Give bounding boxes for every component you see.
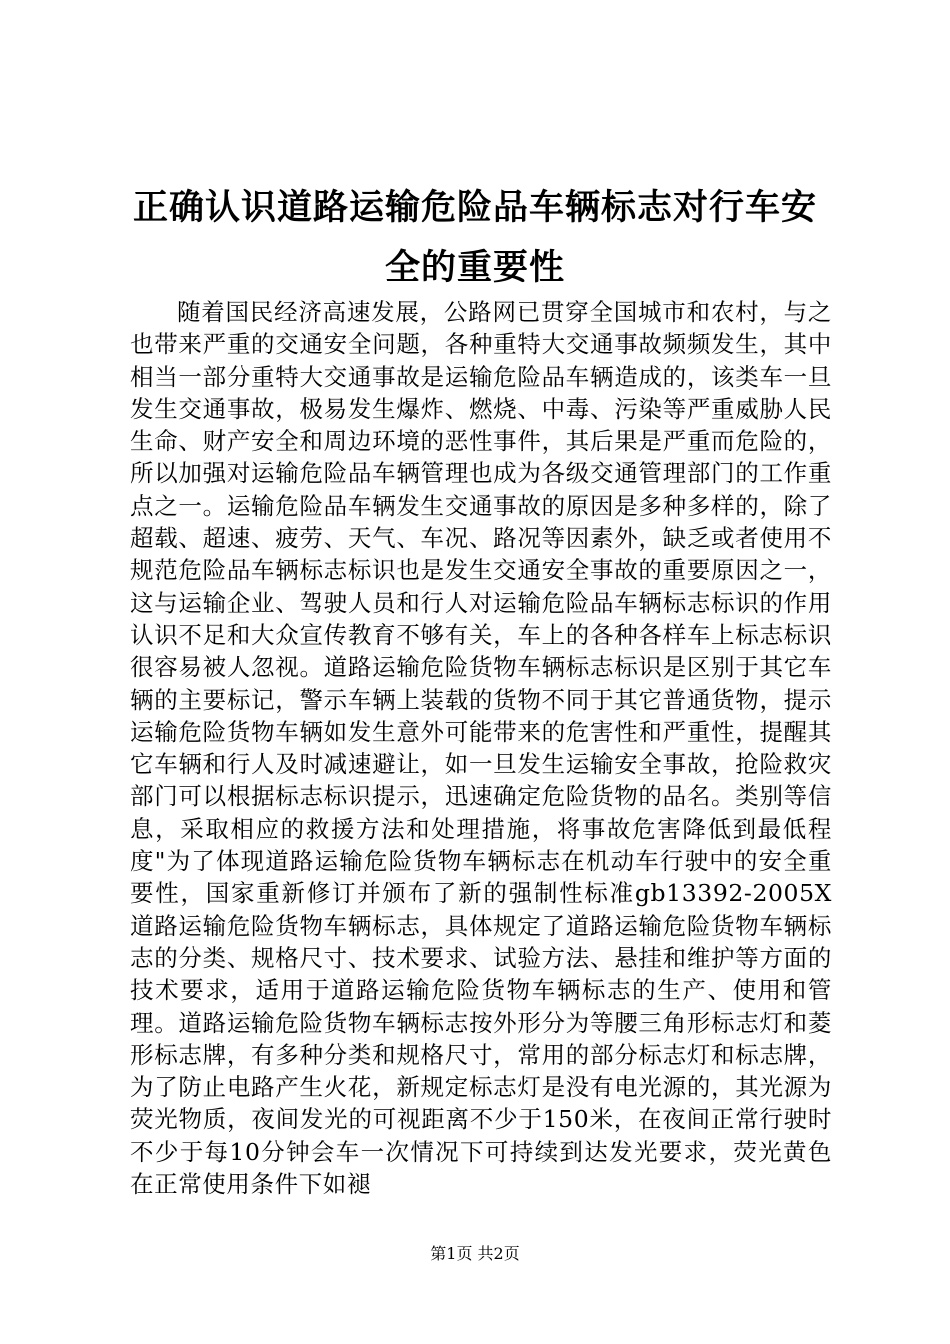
body-paragraph: 随着国民经济高速发展，公路网已贯穿全国城市和农村，与之也带来严重的交通安全问题，各种重特大交通事故频频发生，其中相当一部分重特大交通事故是运输危险品车辆造成的，该类车一旦发生交通事故，极易发生爆炸、燃烧、中毒、污染等严重威胁人民生命、财产安全和周边环境的恶性事件，其后果是严重而危险的，所以加强对运输危险品车辆管理也成为各级交通管理部门的工作重点之一。运输危险品车辆发生交通事故的原因是多种多样的，除了超载、超速、疲劳、天气、车况、路况等因素外，缺乏或者使用不规范危险品车辆标志标识也是发生交通安全事故的重要原因之一，这与运输企业、驾驶人员和行人对运输危险品车辆标志标识的作用认识不足和大众宣传教育不够有关，车上的各种各样车上标志标识很容易被人忽视。道路运输危险货物车辆标志标识是区别于其它车辆的主要标记，警示车辆上装载的货物不同于其它普通货物，提示运输危险货物车辆如发生意外可能带来的危害性和严重性，提醒其它车辆和行人及时减速避让，如一旦发生运输安全事故，抢险救灾部门可以根据标志标识提示，迅速确定危险货物的品名。类别等信息，采取相应的救援方法和处理措施，将事故危害降低到最低程度"为了体现道路运输危险货物车辆标志在机动车行驶中的安全重要性，国家重新修订并颁布了新的强制性标准gb13392-2005X道路运输危险货物车辆标志，具体规定了道路运输危险货物车辆标志的分类、规格尺寸、技术要求、试验方法、悬挂和维护等方面的技术要求，适用于道路运输危险货物车辆标志的生产、使用和管理。道路运输危险货物车辆标志按外形分为等腰三角形标志灯和菱形标志牌，有多种分类和规格尺寸，常用的部分标志灯和标志牌，为了防止电路产生火花，新规定标志灯是没有电光源的，其光源为荧光物质，夜间发光的可视距离不少于150米，在夜间正常行驶时不少于每10分钟会车一次情况下可持续到达发光要求，荧光黄色在正常使用条件下如褪 (130, 298, 832, 1199)
page-number-footer: 第1页 共2页 (430, 1244, 520, 1263)
document-title: 正确认识道路运输危险品车辆标志对行车安全的重要性 (132, 187, 817, 288)
